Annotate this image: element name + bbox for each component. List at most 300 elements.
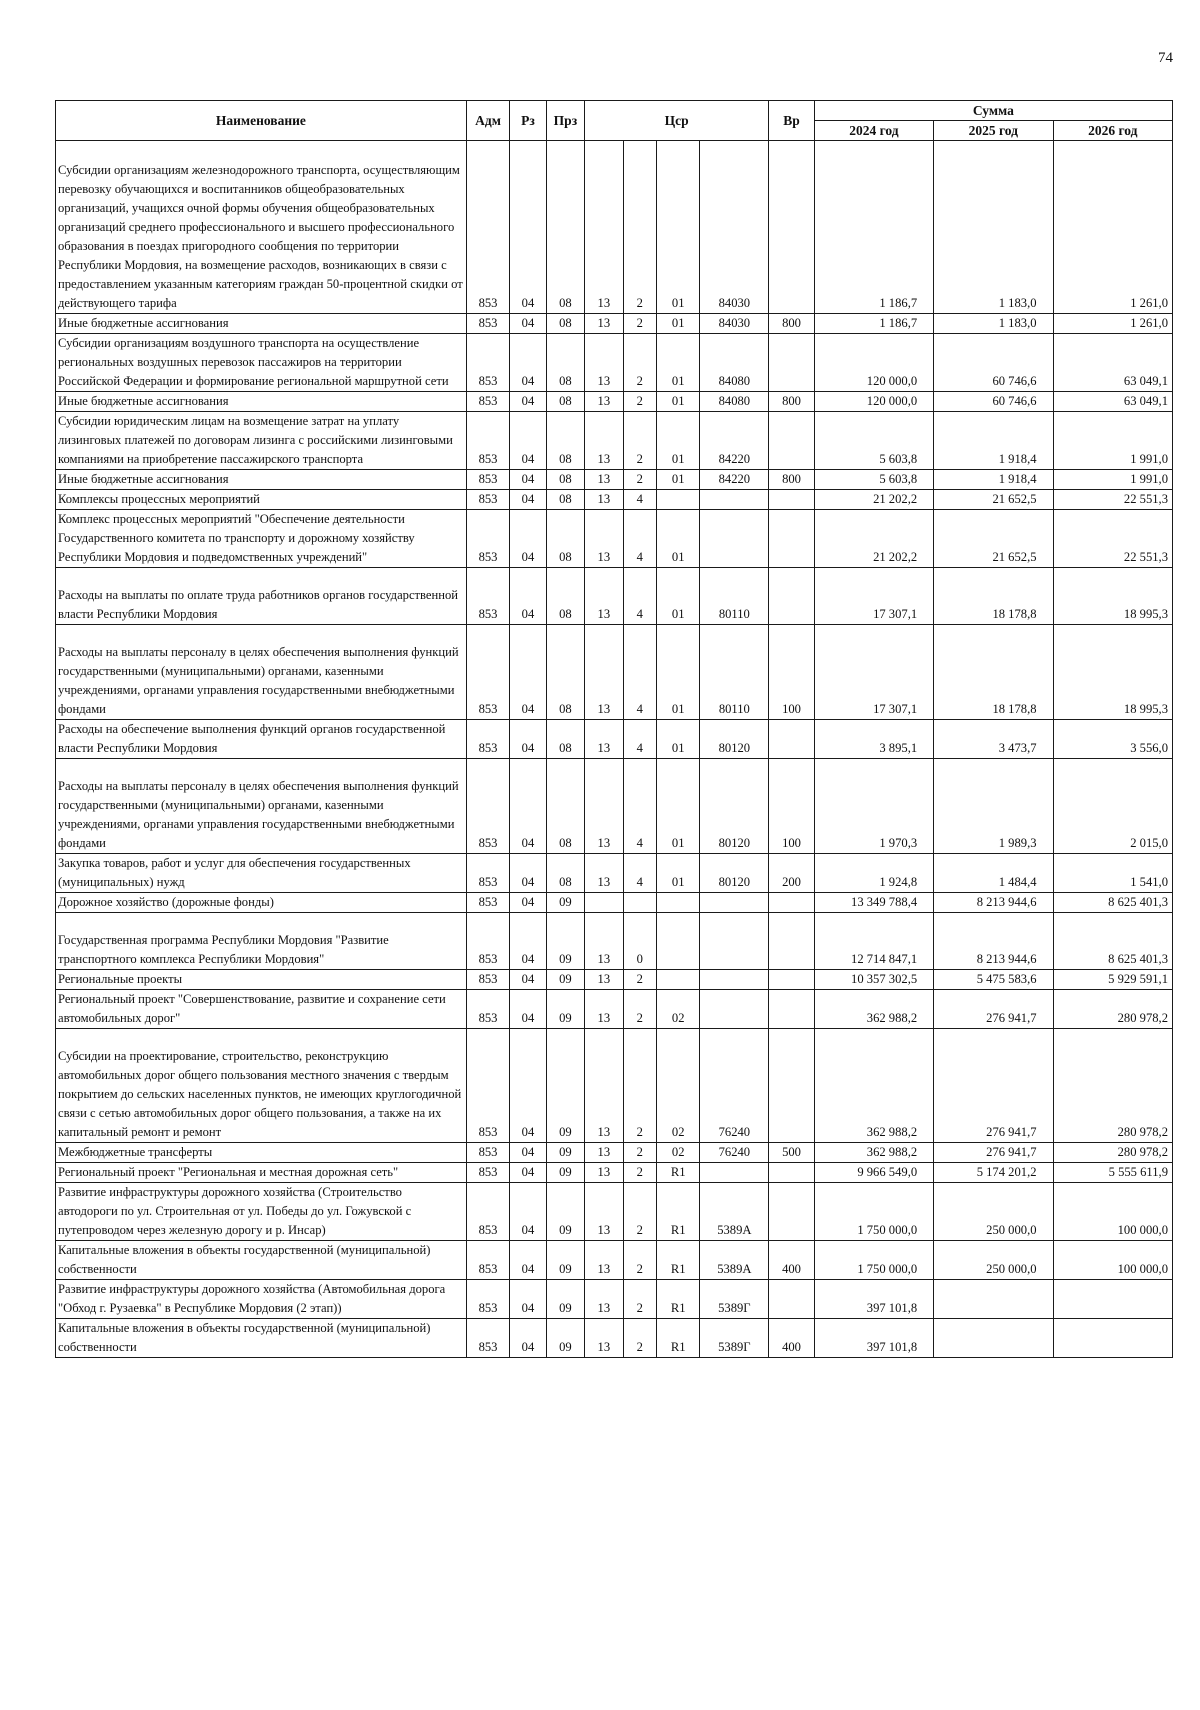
row-csr-project [656,490,700,510]
row-csr-program: 13 [585,334,623,392]
row-sum-2025: 3 473,7 [934,720,1053,759]
row-sum-2024: 9 966 549,0 [814,1163,933,1183]
row-csr-program: 13 [585,1241,623,1280]
row-csr-direction: 84080 [700,392,769,412]
row-sum-2025: 250 000,0 [934,1241,1053,1280]
row-prz: 09 [546,893,584,913]
row-prz: 08 [546,625,584,720]
row-sum-2024: 17 307,1 [814,568,933,625]
row-csr-type: 2 [623,1029,656,1143]
row-sum-2025: 1 918,4 [934,412,1053,470]
table-row [56,913,1173,970]
row-sum-2024: 10 357 302,5 [814,970,933,990]
row-sum-2026: 2 015,0 [1053,759,1172,854]
row-name: Субсидии юридическим лицам на возмещение затрат на уплату лизинговых платежей по договорам лизинга с российскими лизинговыми компаниями на приобретение пассажирского транспорта [56,412,467,470]
row-sum-2024: 17 307,1 [814,625,933,720]
row-csr-type: 4 [623,490,656,510]
row-prz: 08 [546,412,584,470]
row-sum-2025: 21 652,5 [934,510,1053,568]
row-csr-direction [700,970,769,990]
row-adm: 853 [466,1183,510,1241]
col-vr-header: Вр [769,101,815,141]
row-csr-project: 01 [656,854,700,893]
row-sum-2025: 250 000,0 [934,1183,1053,1241]
row-sum-2026: 100 000,0 [1053,1241,1172,1280]
row-sum-2024: 397 101,8 [814,1280,933,1319]
table-row [56,1143,1173,1163]
row-adm: 853 [466,490,510,510]
row-sum-2024: 1 970,3 [814,759,933,854]
row-sum-2024: 3 895,1 [814,720,933,759]
row-csr-project: 01 [656,720,700,759]
row-csr-direction [700,1163,769,1183]
table-row [56,334,1173,392]
row-csr-project: R1 [656,1183,700,1241]
row-adm: 853 [466,1319,510,1358]
row-csr-program: 13 [585,568,623,625]
row-vr: 500 [769,1143,815,1163]
row-csr-program: 13 [585,854,623,893]
row-sum-2025: 276 941,7 [934,1143,1053,1163]
row-sum-2025: 1 183,0 [934,141,1053,314]
col-rz-header: Рз [510,101,546,141]
row-csr-direction: 80110 [700,568,769,625]
row-sum-2024: 21 202,2 [814,490,933,510]
row-prz: 08 [546,470,584,490]
row-sum-2024: 21 202,2 [814,510,933,568]
row-adm: 853 [466,759,510,854]
row-rz: 04 [510,334,546,392]
row-vr [769,1280,815,1319]
row-adm: 853 [466,720,510,759]
row-adm: 853 [466,470,510,490]
row-rz: 04 [510,625,546,720]
row-name: Иные бюджетные ассигнования [56,470,467,490]
row-sum-2026: 280 978,2 [1053,1143,1172,1163]
row-csr-type: 2 [623,1241,656,1280]
row-csr-program: 13 [585,625,623,720]
row-csr-type: 2 [623,1143,656,1163]
row-csr-program: 13 [585,970,623,990]
table-row [56,1241,1173,1280]
row-sum-2025: 1 989,3 [934,759,1053,854]
row-csr-program: 13 [585,720,623,759]
row-sum-2026: 63 049,1 [1053,334,1172,392]
row-adm: 853 [466,392,510,412]
row-name: Расходы на выплаты по оплате труда работников органов государственной власти Республики Мордовия [56,568,467,625]
row-csr-program: 13 [585,1280,623,1319]
row-vr: 800 [769,392,815,412]
row-vr: 400 [769,1319,815,1358]
row-sum-2024: 397 101,8 [814,1319,933,1358]
col-2025-header: 2025 год [934,121,1053,141]
row-prz: 08 [546,854,584,893]
row-sum-2025: 5 174 201,2 [934,1163,1053,1183]
row-sum-2025: 1 484,4 [934,854,1053,893]
table-row [56,490,1173,510]
row-csr-project: 02 [656,990,700,1029]
row-sum-2026: 63 049,1 [1053,392,1172,412]
row-rz: 04 [510,720,546,759]
row-vr [769,1183,815,1241]
row-sum-2024: 1 924,8 [814,854,933,893]
row-rz: 04 [510,1241,546,1280]
row-name: Развитие инфраструктуры дорожного хозяйства (Автомобильная дорога "Обход г. Рузаевка" в Республике Мордовия (2 этап)) [56,1280,467,1319]
table-row [56,568,1173,625]
row-name: Иные бюджетные ассигнования [56,392,467,412]
row-csr-direction: 84080 [700,334,769,392]
row-sum-2024: 5 603,8 [814,470,933,490]
row-name: Капитальные вложения в объекты государственной (муниципальной) собственности [56,1241,467,1280]
row-vr: 100 [769,759,815,854]
row-sum-2026: 5 929 591,1 [1053,970,1172,990]
row-prz: 09 [546,913,584,970]
row-csr-program: 13 [585,1029,623,1143]
row-sum-2025: 21 652,5 [934,490,1053,510]
row-name: Субсидии организациям железнодорожного транспорта, осуществляющим перевозку обучающихся и воспитанников общеобразовательных организаций, учащихся очной формы обучения общеобразовательных организаций среднего профессионального и высшего профессионального образования в поездах пригородного сообщения по территории Республики Мордовия, на возмещение расходов, возникающих в связи с предоставлением указанным категориям граждан 50-процентной скидки от действующего тарифа [56,141,467,314]
row-adm: 853 [466,568,510,625]
row-csr-program: 13 [585,412,623,470]
row-prz: 09 [546,1319,584,1358]
col-name-header: Наименование [56,101,467,141]
row-prz: 08 [546,568,584,625]
row-sum-2024: 5 603,8 [814,412,933,470]
table-body [56,141,1173,1358]
row-vr [769,970,815,990]
row-sum-2024: 13 349 788,4 [814,893,933,913]
row-csr-direction: 80120 [700,854,769,893]
row-csr-project: 01 [656,392,700,412]
row-adm: 853 [466,625,510,720]
row-vr [769,412,815,470]
row-adm: 853 [466,970,510,990]
row-vr: 100 [769,625,815,720]
table-row [56,625,1173,720]
row-name: Субсидии на проектирование, строительство, реконструкцию автомобильных дорог общего пользования местного значения с твердым покрытием до сельских населенных пунктов, не имеющих круглогодичной связи с сетью автомобильных дорог общего пользования, а также на их капитальный ремонт и ремонт [56,1029,467,1143]
row-rz: 04 [510,970,546,990]
row-csr-type: 4 [623,854,656,893]
row-sum-2026: 280 978,2 [1053,1029,1172,1143]
row-csr-direction: 76240 [700,1029,769,1143]
row-sum-2025: 8 213 944,6 [934,913,1053,970]
row-rz: 04 [510,1029,546,1143]
col-sum-header: Сумма [814,101,1172,121]
row-sum-2024: 362 988,2 [814,990,933,1029]
row-rz: 04 [510,1280,546,1319]
row-vr [769,893,815,913]
row-rz: 04 [510,1183,546,1241]
row-rz: 04 [510,510,546,568]
row-sum-2024: 12 714 847,1 [814,913,933,970]
row-csr-project: 01 [656,314,700,334]
row-csr-program [585,893,623,913]
row-csr-type: 2 [623,470,656,490]
row-rz: 04 [510,759,546,854]
table-row [56,510,1173,568]
row-csr-direction [700,893,769,913]
row-prz: 09 [546,1183,584,1241]
row-csr-type: 4 [623,759,656,854]
row-csr-type: 2 [623,970,656,990]
table-row [56,412,1173,470]
row-rz: 04 [510,141,546,314]
row-name: Закупка товаров, работ и услуг для обеспечения государственных (муниципальных) нужд [56,854,467,893]
row-vr [769,141,815,314]
col-2024-header: 2024 год [814,121,933,141]
row-prz: 08 [546,392,584,412]
row-sum-2025: 18 178,8 [934,568,1053,625]
row-name: Комплексы процессных мероприятий [56,490,467,510]
row-sum-2026: 22 551,3 [1053,490,1172,510]
row-prz: 08 [546,720,584,759]
table-row [56,970,1173,990]
row-csr-type: 2 [623,1280,656,1319]
row-adm: 853 [466,913,510,970]
row-csr-direction: 76240 [700,1143,769,1163]
table-row [56,470,1173,490]
row-csr-program: 13 [585,1183,623,1241]
row-sum-2024: 1 750 000,0 [814,1183,933,1241]
row-csr-direction: 84220 [700,470,769,490]
row-prz: 09 [546,1143,584,1163]
row-vr: 800 [769,470,815,490]
row-adm: 853 [466,990,510,1029]
table-row [56,141,1173,314]
row-prz: 09 [546,1029,584,1143]
row-vr [769,334,815,392]
row-sum-2025: 5 475 583,6 [934,970,1053,990]
row-sum-2026: 1 991,0 [1053,412,1172,470]
row-csr-type: 2 [623,412,656,470]
row-csr-project [656,970,700,990]
row-csr-direction: 5389А [700,1183,769,1241]
row-sum-2026: 1 541,0 [1053,854,1172,893]
row-csr-direction: 80120 [700,759,769,854]
col-csr-header: Цср [585,101,769,141]
row-csr-type: 4 [623,568,656,625]
row-name: Региональные проекты [56,970,467,990]
row-csr-project: 01 [656,625,700,720]
row-rz: 04 [510,854,546,893]
row-name: Комплекс процессных мероприятий "Обеспечение деятельности Государственного комитета по транспорту и дорожному хозяйству Республики Мордовия и подведомственных учреждений" [56,510,467,568]
row-csr-project: R1 [656,1241,700,1280]
row-vr: 800 [769,314,815,334]
row-csr-type: 2 [623,1319,656,1358]
row-name: Развитие инфраструктуры дорожного хозяйства (Строительство автодороги по ул. Строительная от ул. Победы до ул. Гожувской с путепроводом через железную дорогу и р. Инсар) [56,1183,467,1241]
row-csr-direction: 84030 [700,314,769,334]
row-adm: 853 [466,1241,510,1280]
row-adm: 853 [466,893,510,913]
row-csr-program: 13 [585,1319,623,1358]
budget-table [55,100,1173,1358]
row-csr-direction [700,510,769,568]
row-prz: 08 [546,334,584,392]
header-row [56,101,1173,121]
row-csr-type: 4 [623,720,656,759]
row-name: Капитальные вложения в объекты государственной (муниципальной) собственности [56,1319,467,1358]
row-prz: 09 [546,1163,584,1183]
row-csr-type: 4 [623,625,656,720]
row-name: Расходы на выплаты персоналу в целях обеспечения выполнения функций государственными (муниципальными) органами, казенными учреждениями, органами управления государственными внебюджетными фондами [56,759,467,854]
row-adm: 853 [466,1029,510,1143]
row-csr-project: 01 [656,141,700,314]
row-prz: 09 [546,970,584,990]
row-sum-2025: 60 746,6 [934,392,1053,412]
row-csr-direction: 80110 [700,625,769,720]
table-row [56,720,1173,759]
row-sum-2024: 362 988,2 [814,1029,933,1143]
table-row [56,990,1173,1029]
row-vr: 200 [769,854,815,893]
row-prz: 08 [546,759,584,854]
row-csr-direction [700,990,769,1029]
col-adm-header: Адм [466,101,510,141]
row-csr-project: 01 [656,510,700,568]
row-csr-project: 01 [656,470,700,490]
row-sum-2025: 18 178,8 [934,625,1053,720]
table-row [56,1163,1173,1183]
row-adm: 853 [466,854,510,893]
row-csr-direction: 5389Г [700,1319,769,1358]
row-sum-2024: 1 750 000,0 [814,1241,933,1280]
row-csr-program: 13 [585,314,623,334]
row-prz: 08 [546,490,584,510]
row-csr-type: 2 [623,1163,656,1183]
row-vr [769,1163,815,1183]
row-adm: 853 [466,412,510,470]
row-sum-2024: 120 000,0 [814,392,933,412]
row-vr [769,490,815,510]
row-adm: 853 [466,1163,510,1183]
row-name: Государственная программа Республики Мордовия "Развитие транспортного комплекса Республики Мордовия" [56,913,467,970]
row-csr-type: 0 [623,913,656,970]
row-sum-2026: 5 555 611,9 [1053,1163,1172,1183]
row-adm: 853 [466,510,510,568]
row-csr-direction [700,913,769,970]
table-row [56,854,1173,893]
row-csr-type: 2 [623,990,656,1029]
row-prz: 09 [546,1280,584,1319]
row-csr-type: 2 [623,141,656,314]
table-row [56,893,1173,913]
row-csr-program: 13 [585,759,623,854]
row-rz: 04 [510,990,546,1029]
row-adm: 853 [466,314,510,334]
row-csr-project: 01 [656,334,700,392]
row-csr-program: 13 [585,1163,623,1183]
row-csr-program: 13 [585,490,623,510]
row-csr-program: 13 [585,913,623,970]
row-csr-direction: 80120 [700,720,769,759]
row-vr [769,720,815,759]
row-sum-2026: 22 551,3 [1053,510,1172,568]
row-sum-2026: 18 995,3 [1053,568,1172,625]
row-rz: 04 [510,412,546,470]
row-vr [769,913,815,970]
row-csr-type: 4 [623,510,656,568]
row-rz: 04 [510,490,546,510]
row-csr-direction: 5389Г [700,1280,769,1319]
row-csr-direction: 84030 [700,141,769,314]
row-csr-type: 2 [623,314,656,334]
row-csr-program: 13 [585,990,623,1029]
row-vr [769,568,815,625]
row-csr-type: 2 [623,392,656,412]
row-adm: 853 [466,1280,510,1319]
row-csr-program: 13 [585,510,623,568]
row-name: Расходы на обеспечение выполнения функций органов государственной власти Республики Мордовия [56,720,467,759]
row-sum-2025 [934,1319,1053,1358]
row-csr-program: 13 [585,392,623,412]
row-csr-project: R1 [656,1319,700,1358]
row-rz: 04 [510,314,546,334]
row-prz: 08 [546,510,584,568]
row-name: Региональный проект "Совершенствование, развитие и сохранение сети автомобильных дорог" [56,990,467,1029]
row-rz: 04 [510,893,546,913]
row-rz: 04 [510,470,546,490]
row-csr-project: 02 [656,1029,700,1143]
row-sum-2026 [1053,1280,1172,1319]
row-csr-project: 01 [656,759,700,854]
row-csr-project: 01 [656,412,700,470]
row-sum-2026: 1 261,0 [1053,141,1172,314]
row-csr-type [623,893,656,913]
row-sum-2026: 1 991,0 [1053,470,1172,490]
row-sum-2024: 1 186,7 [814,314,933,334]
row-sum-2025: 276 941,7 [934,990,1053,1029]
row-adm: 853 [466,141,510,314]
row-sum-2026 [1053,1319,1172,1358]
row-adm: 853 [466,334,510,392]
row-csr-project: R1 [656,1163,700,1183]
row-vr [769,510,815,568]
row-sum-2024: 362 988,2 [814,1143,933,1163]
row-sum-2026: 3 556,0 [1053,720,1172,759]
row-rz: 04 [510,568,546,625]
row-csr-direction [700,490,769,510]
row-csr-direction: 5389А [700,1241,769,1280]
row-rz: 04 [510,1319,546,1358]
table-row [56,759,1173,854]
row-sum-2025: 1 183,0 [934,314,1053,334]
row-prz: 08 [546,314,584,334]
table-row [56,1319,1173,1358]
row-name: Расходы на выплаты персоналу в целях обеспечения выполнения функций государственными (муниципальными) органами, казенными учреждениями, органами управления государственными внебюджетными фондами [56,625,467,720]
row-csr-program: 13 [585,1143,623,1163]
row-sum-2024: 1 186,7 [814,141,933,314]
row-name: Региональный проект "Региональная и местная дорожная сеть" [56,1163,467,1183]
row-csr-project: 01 [656,568,700,625]
table-row [56,392,1173,412]
row-prz: 08 [546,141,584,314]
row-csr-project: 02 [656,1143,700,1163]
row-rz: 04 [510,913,546,970]
row-sum-2025: 276 941,7 [934,1029,1053,1143]
row-sum-2025: 8 213 944,6 [934,893,1053,913]
row-prz: 09 [546,990,584,1029]
row-vr [769,1029,815,1143]
row-sum-2026: 18 995,3 [1053,625,1172,720]
row-name: Иные бюджетные ассигнования [56,314,467,334]
row-csr-program: 13 [585,141,623,314]
row-vr [769,990,815,1029]
row-sum-2026: 8 625 401,3 [1053,913,1172,970]
row-name: Субсидии организациям воздушного транспорта на осуществление региональных воздушных перевозок пассажиров на территории Российской Федерации и формирование региональной маршрутной сети [56,334,467,392]
row-sum-2026: 1 261,0 [1053,314,1172,334]
table-row [56,1029,1173,1143]
table-row [56,1183,1173,1241]
row-name: Дорожное хозяйство (дорожные фонды) [56,893,467,913]
